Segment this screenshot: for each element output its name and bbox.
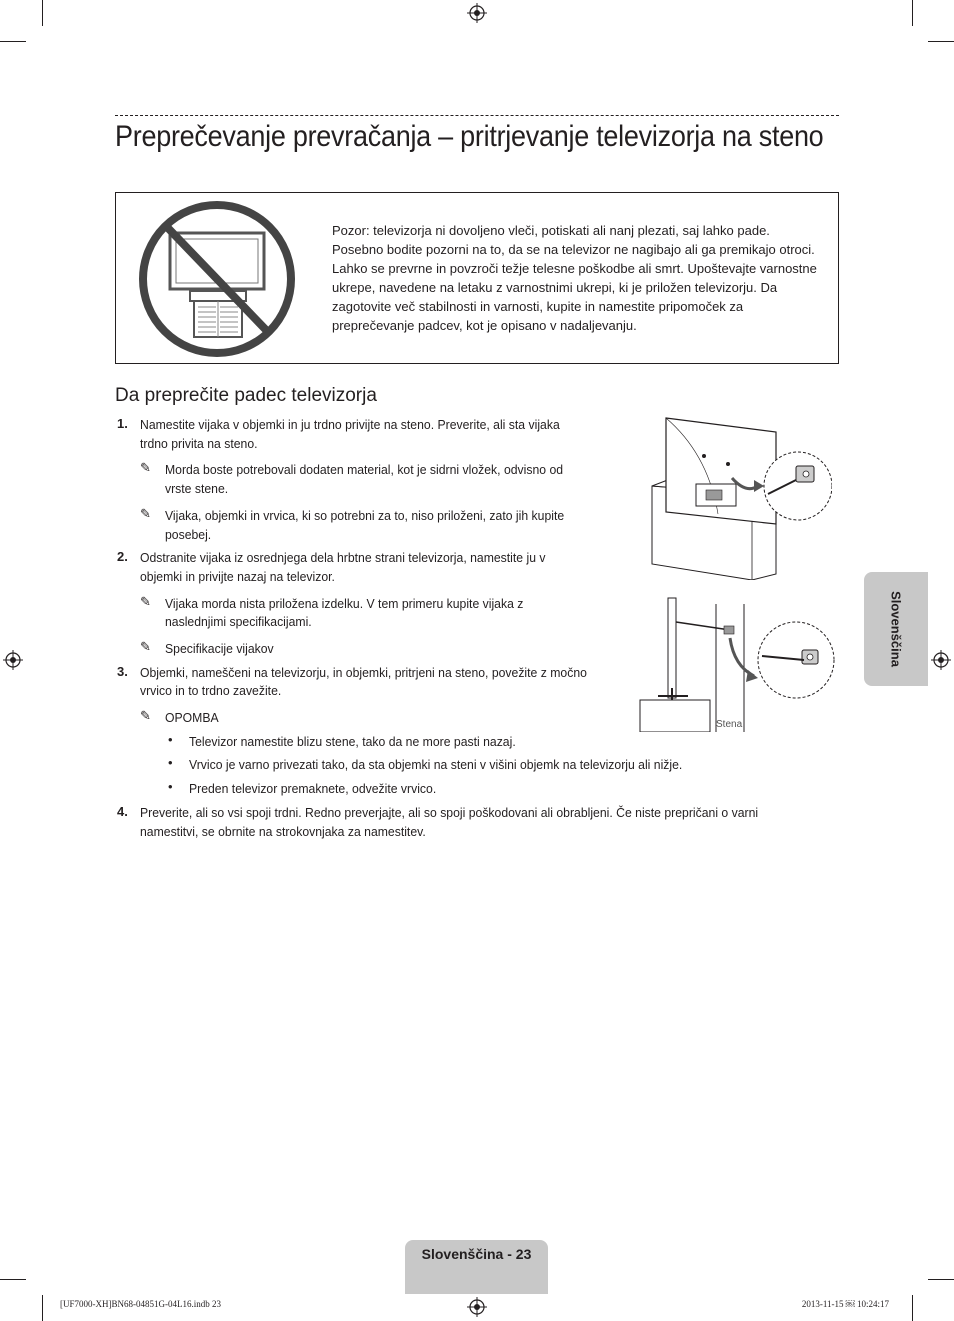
crop-mark (0, 41, 26, 42)
note-text: naslednjimi specifikacijami. (165, 614, 312, 629)
registration-mark-icon (467, 1297, 487, 1317)
crop-mark (912, 1295, 913, 1321)
note-text: Morda boste potrebovali dodaten material, kot je sidrni vložek, odvisno od (165, 462, 564, 477)
step-text: objemki in privijte nazaj na televizor. (140, 569, 335, 584)
step-number: 4. (117, 804, 128, 819)
note-pencil-icon: ✎ (140, 594, 151, 609)
footer-timestamp: 2013-11-15 ￼ 10:24:17 (801, 1299, 889, 1309)
note-text: posebej. (165, 527, 212, 542)
step-text: vrvico in to trdno zavežite. (140, 683, 282, 698)
step-text: namestitvi, se obrnite na strokovnjaka za namestitev. (140, 824, 426, 839)
step-text: Objemki, nameščeni na televizorju, in objemki, pritrjeni na steno, povežite z močno (140, 665, 587, 680)
no-climbing-tv-icon (134, 199, 300, 359)
step-number: 2. (117, 549, 128, 564)
bullet-text: Vrvico je varno privezati tako, da sta objemki na steni v višini objemk na televizorju ali nižje. (189, 757, 683, 772)
page-number: Slovenščina - 23 (421, 1246, 532, 1262)
note-text: Vijaka, objemki in vrvica, ki so potrebni za to, niso priloženi, zato jih kupite (165, 508, 565, 523)
side-tab-label: Slovenščina (888, 591, 904, 667)
wall-label: Stena (716, 719, 743, 730)
step-number: 3. (117, 664, 128, 679)
step-text: Preverite, ali so vsi spoji trdni. Redno preverjajte, ali so spoji poškodovani ali obrabljeni. Če niste prepričani o varni (140, 805, 759, 820)
page-title: Preprečevanje prevračanja – pritrjevanje televizorja na steno (115, 120, 824, 153)
tv-wall-cord-illustration (638, 596, 838, 732)
step-text: Odstranite vijaka iz osrednjega dela hrbtne strani televizorja, namestite ju v (140, 550, 546, 565)
language-side-tab (864, 572, 928, 686)
registration-mark-icon (3, 650, 23, 670)
note-text: Vijaka morda nista priložena izdelku. V tem primeru kupite vijaka z (165, 596, 524, 611)
bullet-text: Preden televizor premaknete, odvežite vrvico. (189, 781, 437, 796)
registration-mark-icon (931, 650, 951, 670)
crop-mark (912, 0, 913, 26)
step-text: trdno privita na steno. (140, 436, 258, 451)
footer-file-info: [UF7000-XH]BN68-04851G-04L16.indb 23 (60, 1299, 221, 1309)
note-text: Specifikacije vijakov (165, 641, 274, 656)
crop-mark (42, 1295, 43, 1321)
note-pencil-icon: ✎ (140, 639, 151, 654)
tv-back-bracket-illustration (648, 414, 832, 580)
warning-text: Pozor: televizorja ni dovoljeno vleči, potiskati ali nanj plezati, saj lahko pade. Posebno bodite pozorni na to, da se na televizor ne nagibajo ali ga premikajo otroci. Lahko se prevrne in povzroči težje telesne poškodbe ali smrt. Upoštevajte varnostne ukrepe, navedene na letaku z varnostnimi ukrepi, ki je priložen televizorju. Da zagotovite več stabilnosti in varnosti, kupite in namestite pripomoček za preprečevanje padcev, kot je opisano v nadaljevanju. (332, 223, 817, 333)
page-number-tab (405, 1240, 548, 1294)
registration-mark-icon (467, 3, 487, 23)
note-label: OPOMBA (165, 710, 219, 725)
note-pencil-icon: ✎ (140, 506, 151, 521)
bullet-icon: • (168, 755, 173, 770)
crop-mark (42, 0, 43, 26)
crop-mark (0, 1279, 26, 1280)
section-heading: Da preprečite padec televizorja (115, 385, 377, 406)
crop-mark (928, 1279, 954, 1280)
note-text: vrste stene. (165, 481, 229, 496)
bullet-text: Televizor namestite blizu stene, tako da ne more pasti nazaj. (189, 734, 516, 749)
note-pencil-icon: ✎ (140, 460, 151, 475)
step-text: Namestite vijaka v objemki in ju trdno privijte na steno. Preverite, ali sta vijaka (140, 417, 560, 432)
crop-mark (928, 41, 954, 42)
bullet-icon: • (168, 779, 173, 794)
step-number: 1. (117, 416, 128, 431)
bullet-icon: • (168, 732, 173, 747)
note-pencil-icon: ✎ (140, 708, 151, 723)
title-rule (115, 115, 839, 116)
